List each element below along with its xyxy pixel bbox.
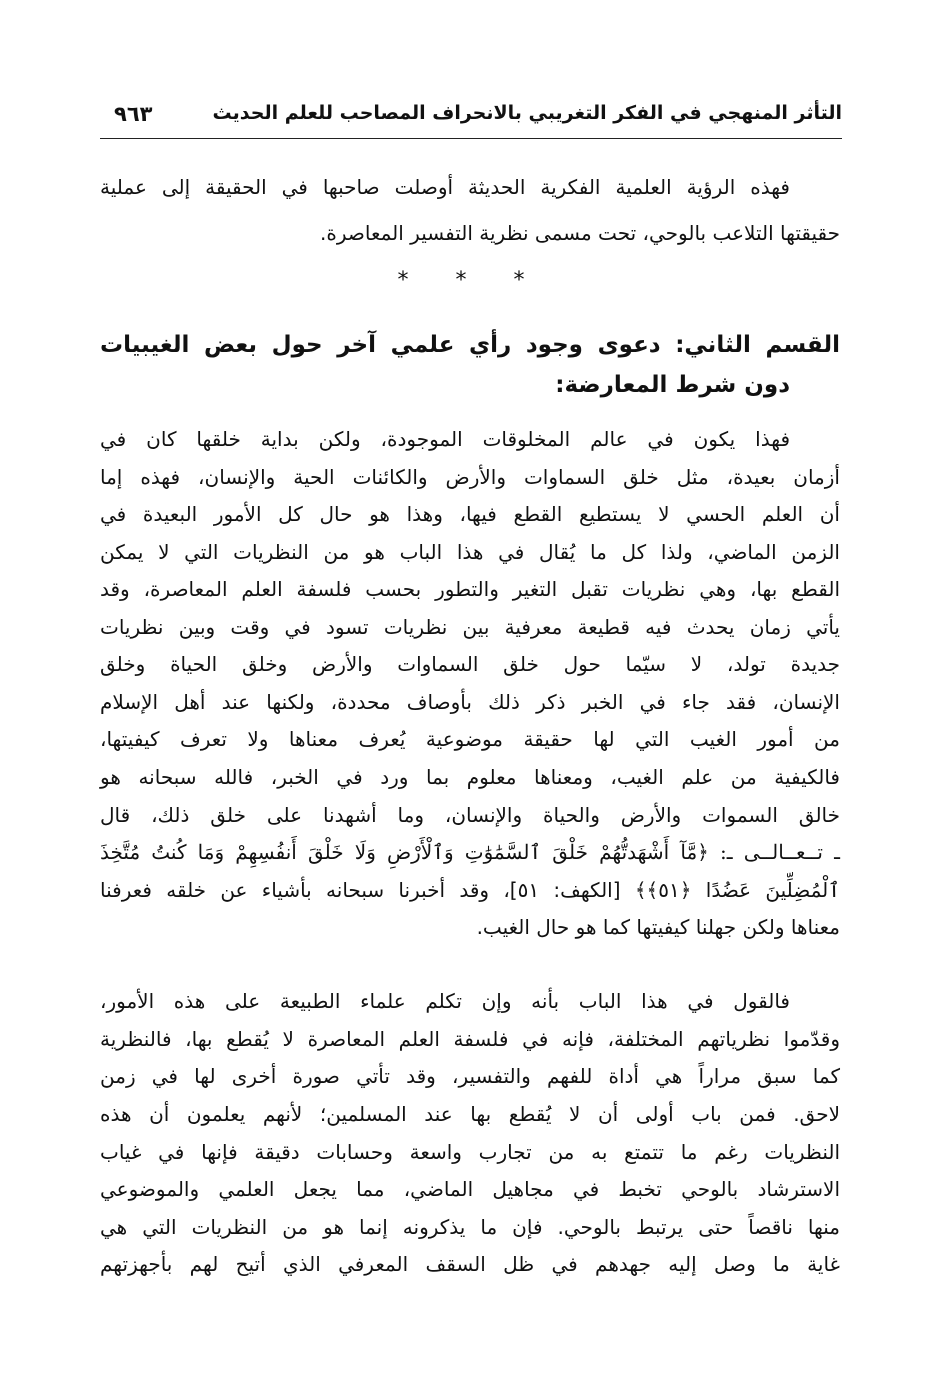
paragraph-line: يأتي زمان يحدث فيه قطيعة معرفية بين نظريات تسود في وقت وبين نظريات (100, 615, 840, 639)
section-heading: القسم الثاني: دعوى وجود رأي علمي آخر حول بعض الغيبيات (100, 332, 840, 358)
paragraph-line: الاسترشاد بالوحي تخبط في مجاهيل الماضي، مما يجعل العلمي والموضوعي (100, 1177, 840, 1201)
paragraph-line: معناها ولكن جهلنا كيفيتها كما هو حال الغيب. (476, 915, 840, 939)
paragraph-line: فهذا يكون في عالم المخلوقات الموجودة، ولكن بداية خلقها كان في (100, 427, 790, 451)
section-heading: دون شرط المعارضة: (555, 372, 790, 398)
intro-line: فهذه الرؤية العلمية الفكرية الحديثة أوصلت صاحبها في الحقيقة إلى عملية (100, 175, 790, 199)
paragraph-line: غاية ما وصل إليه جهدهم في ظل السقف المعرفي الذي أتيح لهم بأجهزتهم (100, 1252, 840, 1276)
paragraph-line: النظريات رغم ما تتمتع به من تجارب واسعة وحسابات دقيقة فإنها في غياب (100, 1140, 840, 1164)
intro-line: حقيقتها التلاعب بالوحي، تحت مسمى نظرية التفسير المعاصرة. (320, 221, 840, 245)
paragraph-line: جديدة تولد، لا سيّما حول خلق السماوات والأرض وخلق الحياة وخلق (100, 652, 840, 676)
paragraph-line: أزمان بعيدة، مثل خلق السماوات والأرض والكائنات الحية والإنسان، فهذه إما (100, 465, 840, 489)
paragraph-line: الإنسان، فقد جاء في الخبر ذكر ذلك بأوصاف محددة، ولكنها عند أهل الإسلام (100, 690, 840, 714)
paragraph-line: فالكيفية من علم الغيب، ومعناها معلوم بما ورد في الخبر، فالله سبحانه هو (100, 765, 840, 789)
running-header (100, 102, 842, 132)
paragraph-line: الزمن الماضي، ولذا كل ما يُقال في هذا الباب هو من النظريات التي لا يمكن (100, 540, 840, 564)
paragraph-line: خالق السموات والأرض والحياة والإنسان، وما أشهدنا على خلق ذلك، قال (100, 803, 840, 827)
section-separator: * * * (397, 268, 545, 293)
header-title: التأثر المنهجي في الفكر التغريبي بالانحراف المصاحب للعلم الحديث (212, 102, 842, 124)
paragraph-line: لاحق. فمن باب أولى أن لا يُقطع بها عند المسلمين؛ لأنهم يعلمون أن هذه (100, 1102, 840, 1126)
quran-verse-line: ٱلْمُضِلِّينَ عَضُدًا ﴿٥١﴾﴾ [الكهف: ٥١]، وقد أخبرنا سبحانه بأشياء عن خلقه فعرفنا (100, 878, 840, 902)
quran-verse-line: ـ تــعــالــى ـ: ﴿مَّآ أَشْهَدتُّهُمْ خَلْقَ ٱلسَّمَٰوَٰتِ وَٱلْأَرْضِ وَلَا خَلْقَ أَنفُسِهِمْ وَمَا كُنتُ مُتَّخِذَ (100, 840, 840, 864)
page-number: ٩٦٣ (114, 102, 153, 126)
paragraph-line: القطع بها، وهي نظريات تقبل التغير والتطور بحسب فلسفة العلم المعاصرة، وقد (100, 577, 840, 601)
paragraph-line: وقدّموا نظرياتهم المختلفة، فإنه في فلسفة العلم المعاصرة لا يُقطع بها، فالنظرية (100, 1027, 840, 1051)
paragraph-line: من أمور الغيب التي لها حقيقة موضوعية يُعرف معناها ولا تعرف كيفيتها، (100, 727, 840, 751)
paragraph-line: فالقول في هذا الباب بأنه وإن تكلم علماء الطبيعة على هذه الأمور، (100, 989, 790, 1013)
paragraph-line: منها ناقصاً حتى يرتبط بالوحي. فإن ما يذكرونه إنما هو من النظريات التي هي (100, 1215, 840, 1239)
paragraph-line: كما سبق مراراً هي أداة للفهم والتفسير، وقد تأتي صورة أخرى لها في زمن (100, 1064, 840, 1088)
header-rule (100, 138, 842, 139)
paragraph-line: أن العلم الحسي لا يستطيع القطع فيها، وهذا هو حال كل الأمور البعيدة في (100, 502, 840, 526)
